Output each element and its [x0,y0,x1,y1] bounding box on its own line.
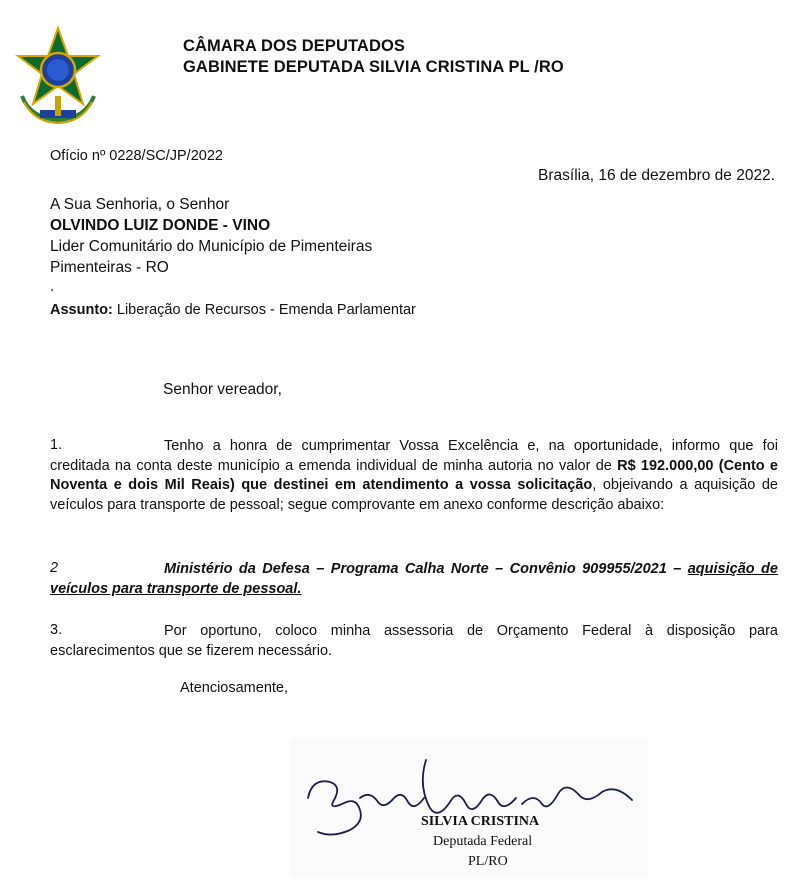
closing: Atenciosamente, [180,680,289,696]
subject-line [50,302,416,318]
paragraph-2 [50,560,778,599]
header-office: GABINETE DEPUTADA SILVIA CRISTINA PL /RO [183,58,564,76]
addressee-city: Pimenteiras - RO [50,259,169,276]
document-date: Brasília, 16 de dezembro de 2022. [538,167,775,184]
subject-label: Assunto: [50,302,113,318]
subject-text: Liberação de Recursos - Emenda Parlamentar [116,302,416,318]
signatory-name: SILVIA CRISTINA [421,814,540,829]
paragraph-1 [50,437,778,515]
addressee-role: Lider Comunitário do Município de Pimenteiras [50,238,373,255]
addressee-salutation: A Sua Senhoria, o Senhor [50,196,230,213]
paragraph-1-text-a: Tenho a honra de cumprimentar Vossa Excelência e, na oportunidade, informo que foi creditada na conta deste município a emenda individual de minha autoria no valor de [50,438,778,474]
paragraph-2-text: Ministério da Defesa – Programa Calha Norte – Convênio 909955/2021 – [164,561,682,577]
paragraph-1-number: 1. [50,437,63,453]
paragraph-1-amount: R$ 192.000,00 (Cento e Noventa e dois Mil Reais) que destinei em atendimento a vossa solicitação [50,457,778,493]
addressee-name: OLVINDO LUIZ DONDE - VINO [50,217,271,234]
signature-block [290,738,648,878]
separator-dot: . [50,278,55,295]
paragraph-3: Por oportuno, coloco minha assessoria de Orçamento Federal à disposição para esclarecimentos que se fizerem necessário. [50,623,778,659]
header-chamber: CÂMARA DOS DEPUTADOS [183,37,406,55]
signatory-title: Deputada Federal [433,834,533,849]
greeting: Senhor vereador, [163,381,282,398]
paragraph-3-number: 3. [50,622,63,638]
paragraph-2-number: 2 [50,560,59,576]
paragraph-2-underlined: aquisição de veículos para transporte de pessoal. [50,561,778,597]
brazil-coat-of-arms-icon [10,26,106,126]
signatory-party: PL/RO [468,854,508,869]
document-reference: Ofício nº 0228/SC/JP/2022 [50,148,223,164]
paragraph-1-text-b: , objeivando a aquisição de veículos para transporte de pessoal; segue comprovante em anexo conforme descrição abaixo: [50,477,778,513]
